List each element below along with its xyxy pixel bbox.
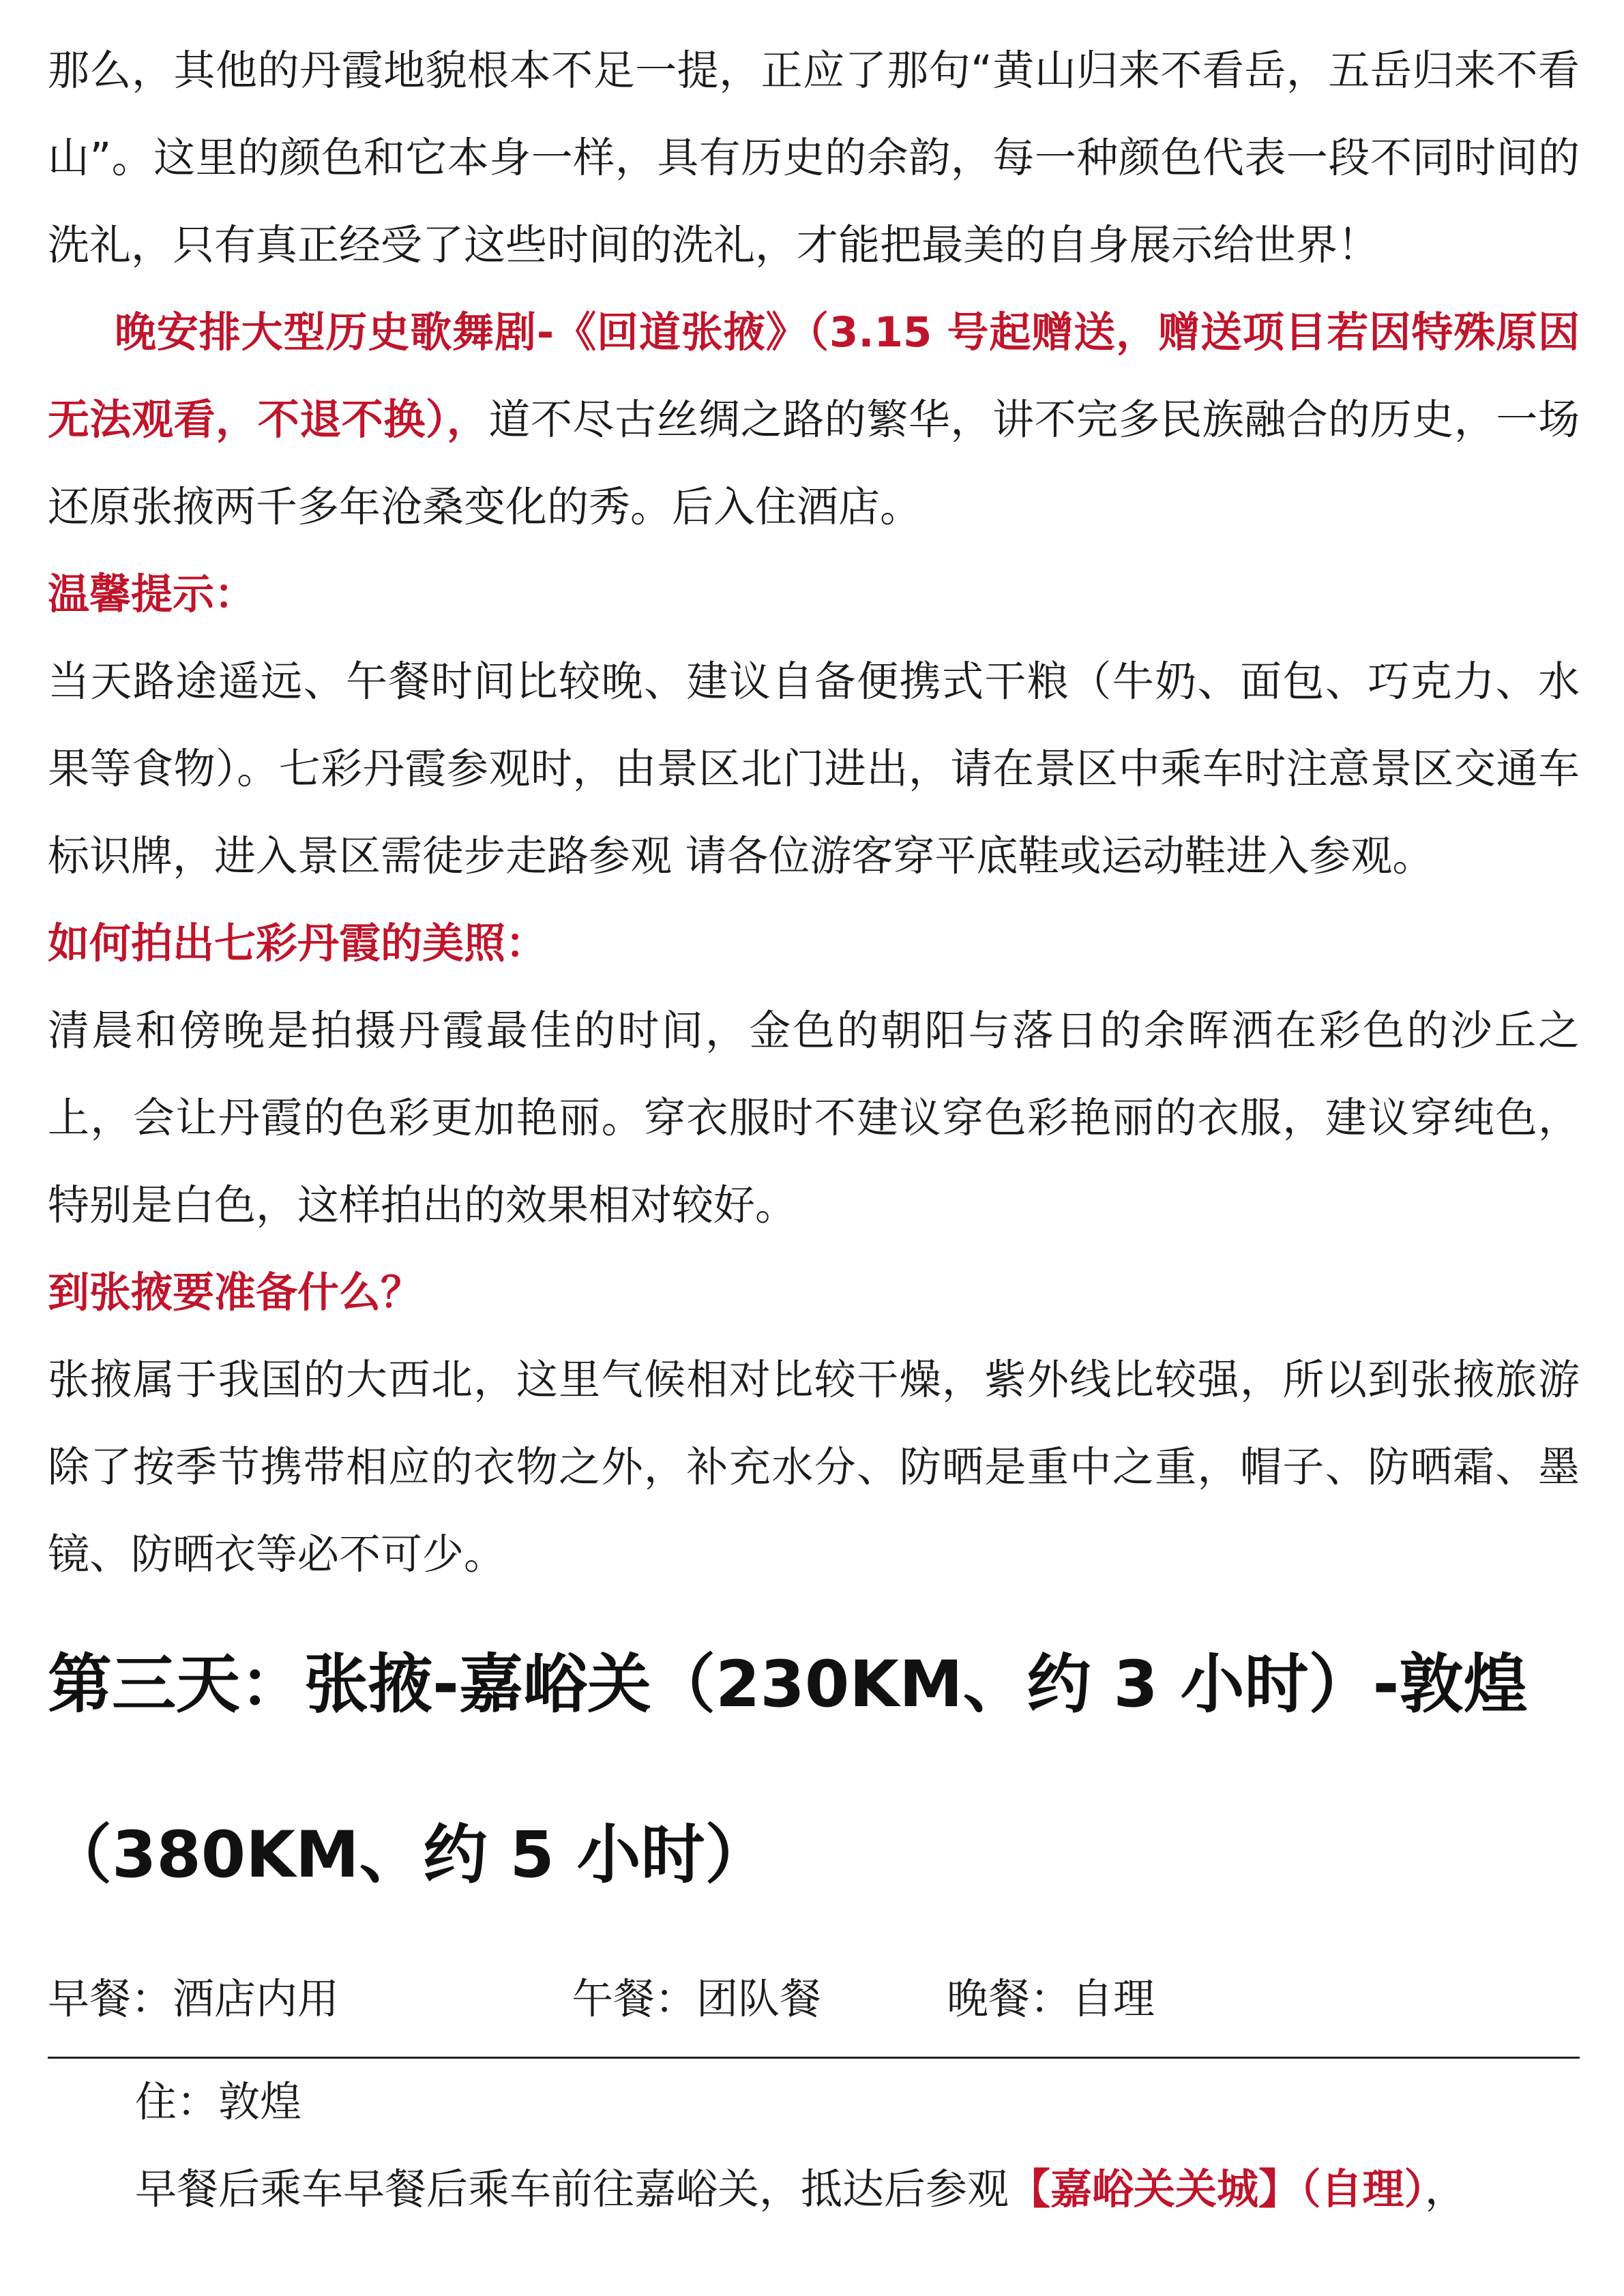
photo-text: 清晨和傍晚是拍摄丹霞最佳的时间，金色的朝阳与落日的余晖洒在彩色的沙丘之上，会让丹霞的色彩更加艳丽。穿衣服时不建议穿色彩艳丽的衣服，建议穿纯色，特别是白色，这样拍出的效果相对较好。 — [48, 1007, 1580, 1229]
prepare-text: 张掖属于我国的大西北，这里气候相对比较干燥，紫外线比较强，所以到张掖旅游除了按季节携带相应的衣物之外，补充水分、防晒是重中之重，帽子、防晒霜、墨镜、防晒衣等必不可少。 — [48, 1356, 1580, 1579]
intro-paragraph: 那么，其他的丹霞地貌根本不足一提，正应了那句“黄山归来不看岳，五岳归来不看山”。这里的颜色和它本身一样，具有历史的余韵，每一种颜色代表一段不同时间的洗礼，只有真正经受了这些时间的洗礼，才能把最美的自身展示给世界！ — [48, 46, 1580, 269]
itinerary-highlight: 【嘉峪关关城】（自理） — [1009, 2165, 1426, 2213]
itinerary-line — [48, 2146, 1580, 2233]
show-highlight: 晚安排大型历史歌舞剧-《回道张掖》（3.15 号起赠送，赠送项目若因特殊原因无法观看，不退不换）， — [48, 308, 1580, 444]
tips-text: 当天路途遥远、午餐时间比较晚、建议自备便携式干粮（牛奶、面包、巧克力、水果等食物）。七彩丹霞参观时，由景区北门进出，请在景区中乘车时注意景区交通车标识牌，进入景区需徒步走路参观 请各位游客穿平底鞋或运动鞋进入参观。 — [48, 657, 1580, 880]
tips-heading: 温馨提示： — [48, 570, 256, 618]
breakfast-label: 早餐：酒店内用 — [48, 1975, 340, 2023]
itinerary-start: 早餐后乘车早餐后乘车前往嘉峪关，抵达后参观 — [135, 2165, 1009, 2213]
stay-line: 住：敦煌 — [135, 2078, 302, 2126]
day3-title-line1: 第三天：张掖-嘉峪关（230KM、约 3 小时）-敦煌 — [48, 1648, 1528, 1722]
itinerary-end: ， — [1425, 2165, 1467, 2213]
photo-heading: 如何拍出七彩丹霞的美照： — [48, 919, 548, 968]
show-rest: 道不尽古丝绸之路的繁华，讲不完多民族融合的历史，一场还原张掖两千多年沧桑变化的秀。后入住酒店。 — [48, 396, 1580, 531]
meals-row — [48, 1956, 1580, 2043]
day3-title-line2: （380KM、约 5 小时） — [48, 1818, 769, 1892]
document-page — [48, 27, 1580, 2233]
prepare-heading: 到张掖要准备什么？ — [48, 1268, 423, 1317]
show-paragraph — [48, 289, 1580, 551]
lunch-label: 午餐：团队餐 — [572, 1975, 822, 2023]
dinner-label: 晚餐：自理 — [947, 1975, 1155, 2023]
